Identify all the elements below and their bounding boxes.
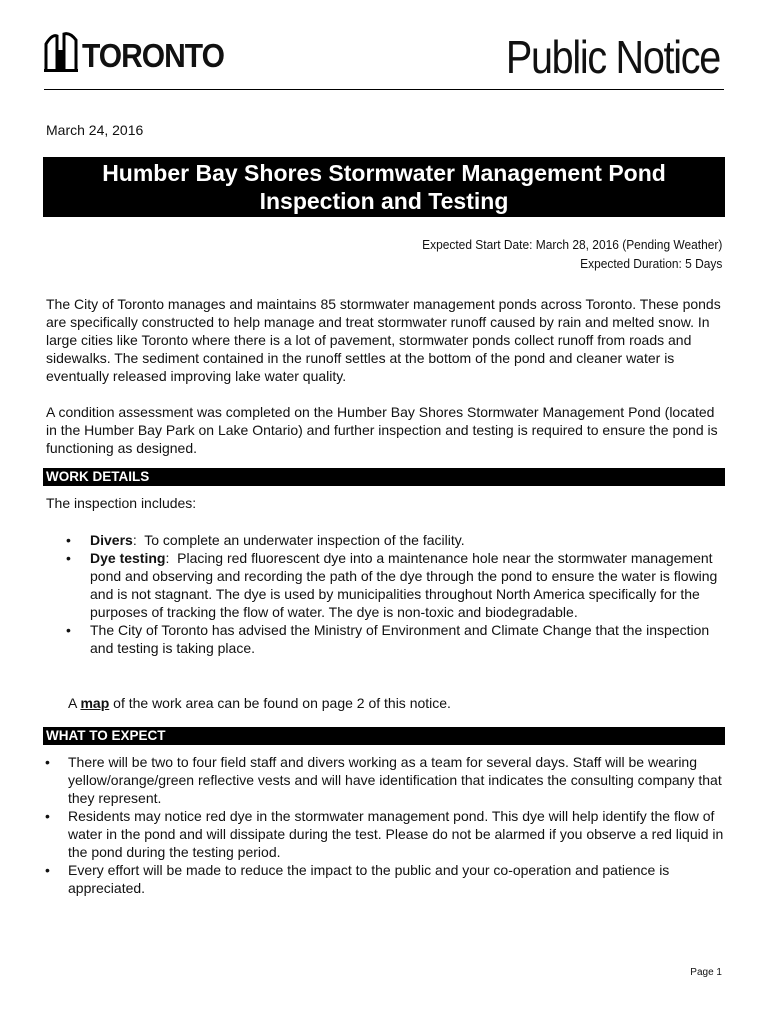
- expected-duration: Expected Duration: 5 Days: [579, 256, 722, 271]
- toronto-logo: [44, 32, 224, 75]
- page-number: Page 1: [690, 967, 722, 978]
- title-line-1: Humber Bay Shores Stormwater Management Pond: [102, 160, 666, 186]
- item-label: Dye testing: [90, 550, 166, 566]
- map-prefix: A: [68, 695, 81, 711]
- item-text: To complete an underwater inspection of the facility.: [144, 532, 465, 548]
- item-text: The City of Toronto has advised the Ministry of Environment and Climate Change that the inspection and testing is taking place.: [90, 622, 710, 656]
- page-header: [44, 28, 724, 90]
- paragraph-assessment: A condition assessment was completed on the Humber Bay Shores Stormwater Management Pond (located in the Humber Bay Park on Lake Ontario) and further inspection and testing is required to ensure the pond is functioning as designed.: [46, 404, 718, 456]
- logo-text: TORONTO: [82, 38, 224, 75]
- item-separator: :: [132, 532, 145, 548]
- item-text: Placing red fluorescent dye into a maintenance hole near the stormwater management pond and observing and recording the path of the dye through the pond to ensure the water is flowing and is not stagnant. The dye is used by municipalities throughout North America specifically for the purposes of tracking the flow of water. The dye is non-toxic and biodegradable.: [90, 550, 718, 620]
- city-hall-icon: [44, 32, 78, 72]
- map-reference: [68, 694, 748, 712]
- section-heading-work-details: WORK DETAILS: [43, 468, 725, 486]
- map-suffix: of the work area can be found on page 2 of this notice.: [109, 695, 451, 711]
- what-to-expect-list: [45, 753, 725, 897]
- list-item: [66, 621, 726, 657]
- list-item: • Every effort will be made to reduce the impact to the public and your co-operation and patience is appreciated.: [45, 861, 725, 897]
- item-label: Divers: [90, 532, 133, 548]
- section-heading-what-to-expect: WHAT TO EXPECT: [43, 727, 725, 745]
- list-item: [66, 549, 726, 621]
- notice-date: March 24, 2016: [46, 122, 144, 138]
- title-line-2: Inspection and Testing: [259, 188, 509, 214]
- work-details-list: [66, 531, 726, 657]
- expected-start-date: Expected Start Date: March 28, 2016 (Pending Weather): [421, 237, 722, 252]
- schedule-info: [422, 235, 722, 273]
- inspection-intro: The inspection includes:: [46, 495, 197, 511]
- paragraph-intro: The City of Toronto manages and maintains 85 stormwater management ponds across Toronto. These ponds are specifically constructed to help manage and treat stormwater runoff caused by rain and melted snow. In large cities like Toronto where there is a lot of pavement, stormwater ponds collect runoff from roads and sidewalks. The sediment contained in the runoff settles at the bottom of the pond and cleaner water is eventually released improving lake water quality.: [46, 296, 721, 384]
- header-divider: [44, 89, 724, 90]
- list-item: [66, 531, 726, 549]
- map-link[interactable]: map: [80, 695, 110, 711]
- document-title: [43, 157, 725, 217]
- list-item: • There will be two to four field staff and divers working as a team for several days. Staff will be wearing yellow/orange/green reflective vests and will have identification that indicates the consulting company that they represent.: [45, 753, 725, 807]
- item-separator: :: [165, 550, 178, 566]
- notice-title: Public Notice: [505, 31, 720, 83]
- list-item: • Residents may notice red dye in the stormwater management pond. This dye will help identify the flow of water in the pond and will dissipate during the test. Please do not be alarmed if you observe a red liquid in the pond during the testing period.: [45, 807, 725, 861]
